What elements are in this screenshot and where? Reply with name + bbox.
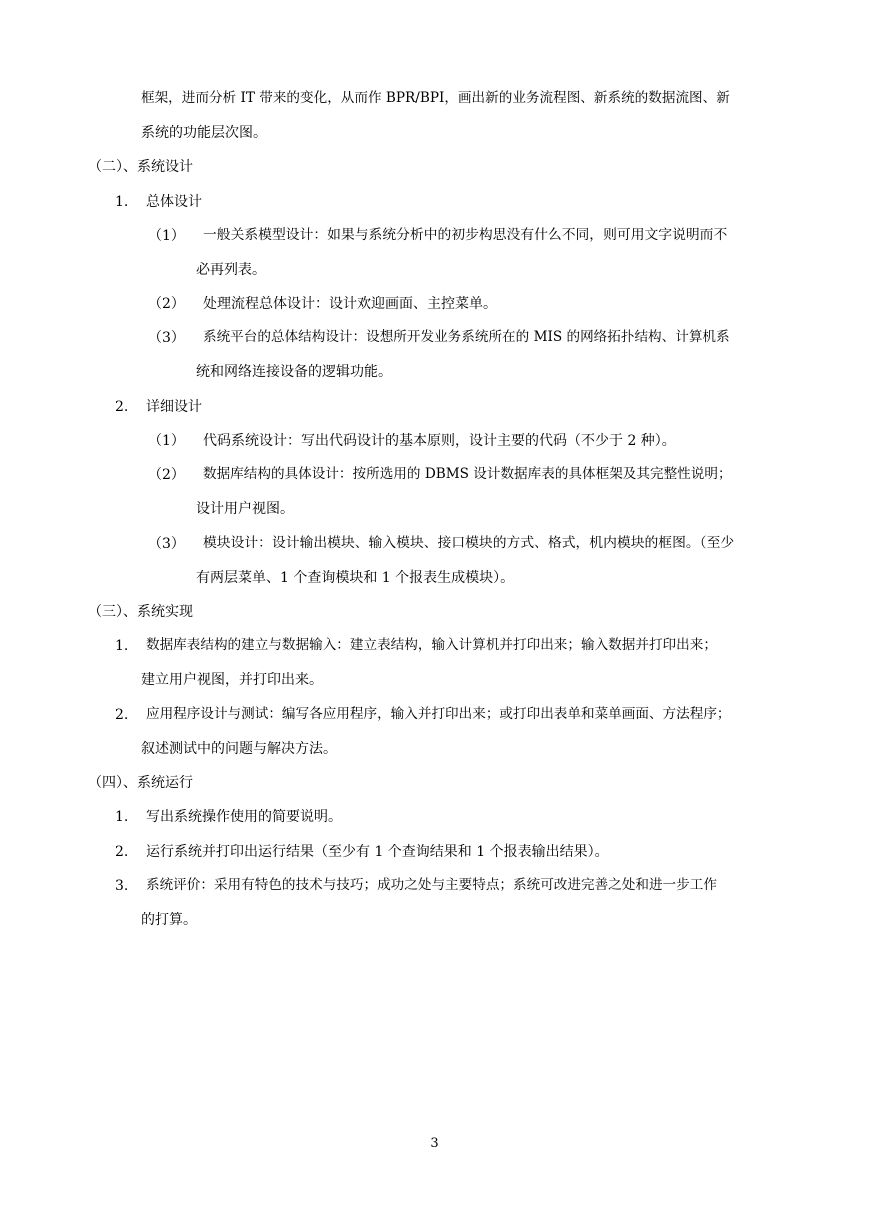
- list-item-text: 运行系统并打印出运行结果（至少有 1 个查询结果和 1 个报表输出结果）。: [146, 844, 609, 860]
- section-heading: （三）、系统实现: [88, 604, 193, 620]
- list-item-text: 必再列表。: [196, 262, 266, 278]
- list-number: 3.: [115, 878, 129, 894]
- subsection-heading: 总体设计: [146, 194, 202, 210]
- list-item-text: 写出系统操作使用的简要说明。: [146, 809, 342, 825]
- section-heading: （四）、系统运行: [88, 775, 193, 791]
- list-number: 2.: [115, 844, 129, 860]
- list-number: 2.: [115, 399, 129, 415]
- list-number: 2.: [115, 707, 129, 723]
- list-item-text: 设计用户视图。: [196, 501, 294, 517]
- list-number: （2）: [148, 296, 185, 312]
- list-number: （3）: [148, 536, 185, 552]
- section-heading: （二）、系统设计: [88, 159, 193, 175]
- list-item-text: 数据库表结构的建立与数据输入：建立表结构，输入计算机并打印出来；输入数据并打印出来；: [146, 637, 717, 653]
- list-number: （1）: [148, 228, 185, 244]
- list-item-text: 统和网络连接设备的逻辑功能。: [196, 364, 392, 380]
- list-item-text: 系统评价：采用有特色的技术与技巧；成功之处与主要特点；系统可改进完善之处和进一步工作: [146, 877, 717, 893]
- list-item-text: 叙述测试中的问题与解决方法。: [141, 741, 337, 757]
- list-number: 1.: [115, 809, 129, 825]
- list-item-text: 的打算。: [141, 912, 197, 928]
- list-item-text: 模块设计：设计输出模块、输入模块、接口模块的方式、格式，机内模块的框图。（至少: [203, 535, 735, 551]
- list-item-text: 应用程序设计与测试：编写各应用程序，输入并打印出来；或打印出表单和菜单画面、方法程序；: [146, 706, 731, 722]
- paragraph-line: 框架，进而分析 IT 带来的变化，从而作 BPR/BPI，画出新的业务流程图、新系统的数据流图、新: [141, 90, 730, 106]
- list-number: 1.: [115, 638, 129, 654]
- page-number: 3: [430, 1136, 439, 1151]
- list-number: （1）: [148, 433, 185, 449]
- list-number: 1.: [115, 194, 129, 210]
- list-item-text: 数据库结构的具体设计：按所选用的 DBMS 设计数据库表的具体框架及其完整性说明；: [203, 466, 732, 482]
- list-item-text: 系统平台的总体结构设计：设想所开发业务系统所在的 MIS 的网络拓扑结构、计算机系: [203, 329, 730, 345]
- list-number: （2）: [148, 467, 185, 483]
- list-number: （3）: [148, 330, 185, 346]
- list-item-text: 有两层菜单、1 个查询模块和 1 个报表生成模块）。: [196, 570, 515, 586]
- subsection-heading: 详细设计: [146, 399, 202, 415]
- list-item-text: 一般关系模型设计：如果与系统分析中的初步构思没有什么不同，则可用文字说明而不: [203, 227, 728, 243]
- list-item-text: 代码系统设计：写出代码设计的基本原则，设计主要的代码（不少于 2 种）。: [203, 433, 676, 449]
- paragraph-line: 系统的功能层次图。: [141, 125, 267, 141]
- list-item-text: 建立用户视图，并打印出来。: [141, 672, 323, 688]
- list-item-text: 处理流程总体设计：设计欢迎画面、主控菜单。: [203, 296, 497, 312]
